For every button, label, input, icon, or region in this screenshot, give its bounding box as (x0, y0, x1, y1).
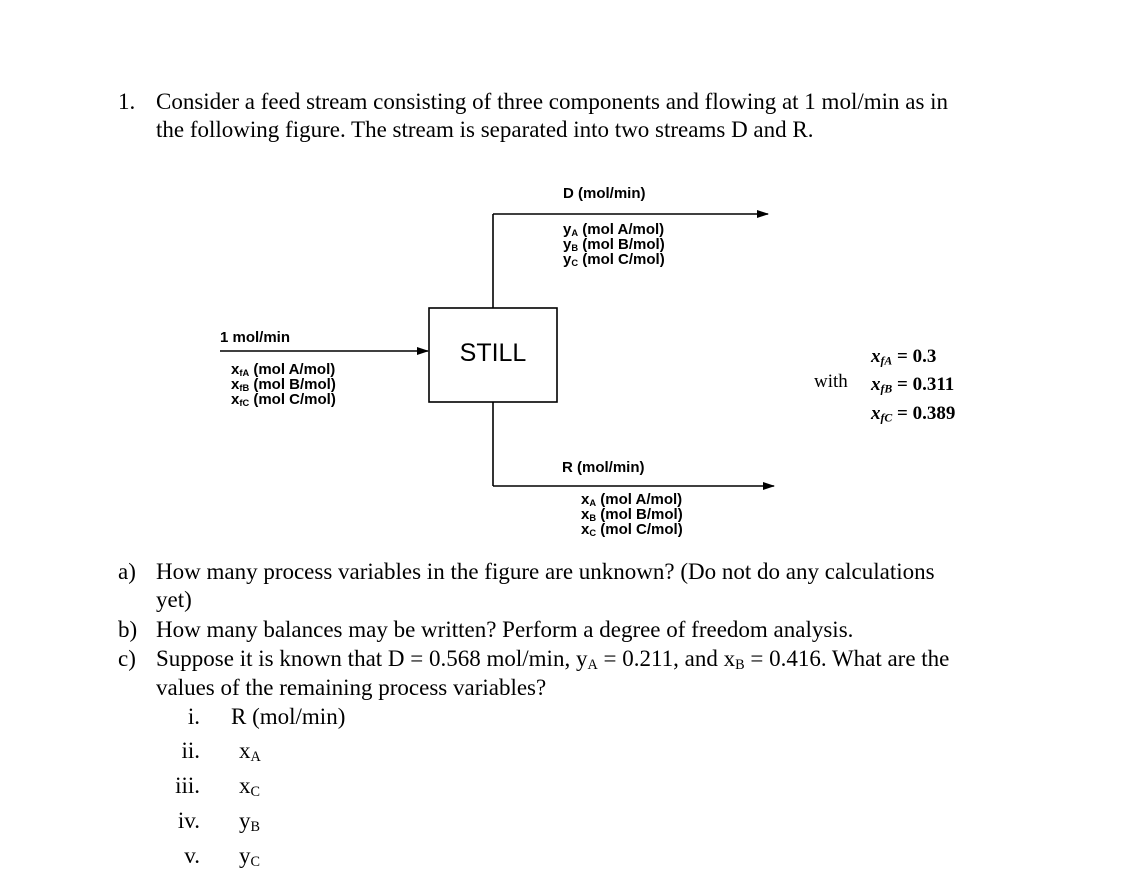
question-a-line1: How many process variables in the figure are unknown? (Do not do any calculations (156, 559, 935, 584)
feed-value-c: $x_{fC} = 0.389$ (871, 402, 956, 425)
feed-composition (231, 361, 336, 409)
with-label: with (814, 371, 848, 392)
problem-text-line1: Consider a feed stream consisting of three components and flowing at 1 mol/min as in (156, 89, 949, 114)
sub-item-i-label: i. (187, 704, 200, 729)
feed-value-a: $x_{fA} = 0.3$ (871, 346, 937, 368)
residue-comp-b: $x_B$ (mol B/mol) (581, 505, 683, 523)
distillate-flow-label: D (mol/min) (563, 185, 646, 202)
question-c-line1: Suppose it is known that D = 0.568 mol/min, $y_A = 0.211$, and $x_B = 0.416$. What are the (156, 646, 950, 673)
residue-composition (581, 491, 683, 539)
question-a-line2: yet) (156, 587, 192, 612)
distillate-comp-b: $y_B$ (mol B/mol) (563, 235, 665, 253)
sub-item-ii-var: $x_A$ (239, 738, 261, 765)
question-c-label: c) (118, 646, 136, 671)
distillate-composition (563, 221, 665, 269)
feed-comp-a: $x_{fA}$ (mol A/mol) (231, 361, 336, 378)
question-b-line1: How many balances may be written? Perform a degree of freedom analysis. (156, 617, 854, 642)
distillate-comp-c: $y_C$ (mol C/mol) (563, 250, 665, 268)
feed-values (871, 345, 955, 430)
sub-item-iii-label: iii. (175, 773, 200, 798)
sub-item-ii-label: ii. (181, 738, 200, 763)
sub-item-iv-label: iv. (177, 808, 200, 833)
feed-comp-c: $x_{fC}$ (mol C/mol) (231, 390, 336, 408)
distillate-comp-a: $y_A$ (mol A/mol) (563, 221, 665, 238)
question-c-line2: values of the remaining process variables? (156, 675, 547, 700)
sub-item-iv-var: $y_B$ (239, 808, 261, 835)
problem-text-line2: the following figure. The stream is separated into two streams D and R. (156, 117, 814, 142)
question-a-label: a) (118, 559, 136, 584)
sub-item-v-label: v. (184, 843, 200, 868)
feed-value-b: $x_{fB} = 0.311$ (871, 374, 955, 396)
residue-comp-a: $x_A$ (mol A/mol) (581, 491, 683, 508)
feed-comp-b: $x_{fB}$ (mol B/mol) (231, 375, 336, 393)
problem-number: 1. (118, 89, 136, 114)
still-label: STILL (459, 339, 527, 367)
sub-item-iii-var: $x_C$ (239, 773, 261, 800)
residue-flow-label: R (mol/min) (562, 459, 645, 476)
sub-item-v-var: $y_C$ (239, 843, 261, 870)
residue-comp-c: $x_C$ (mol C/mol) (581, 520, 683, 538)
feed-flow-label: 1 mol/min (220, 329, 291, 346)
question-b-label: b) (118, 617, 138, 642)
sub-item-i-var: R (mol/min) (231, 704, 346, 729)
